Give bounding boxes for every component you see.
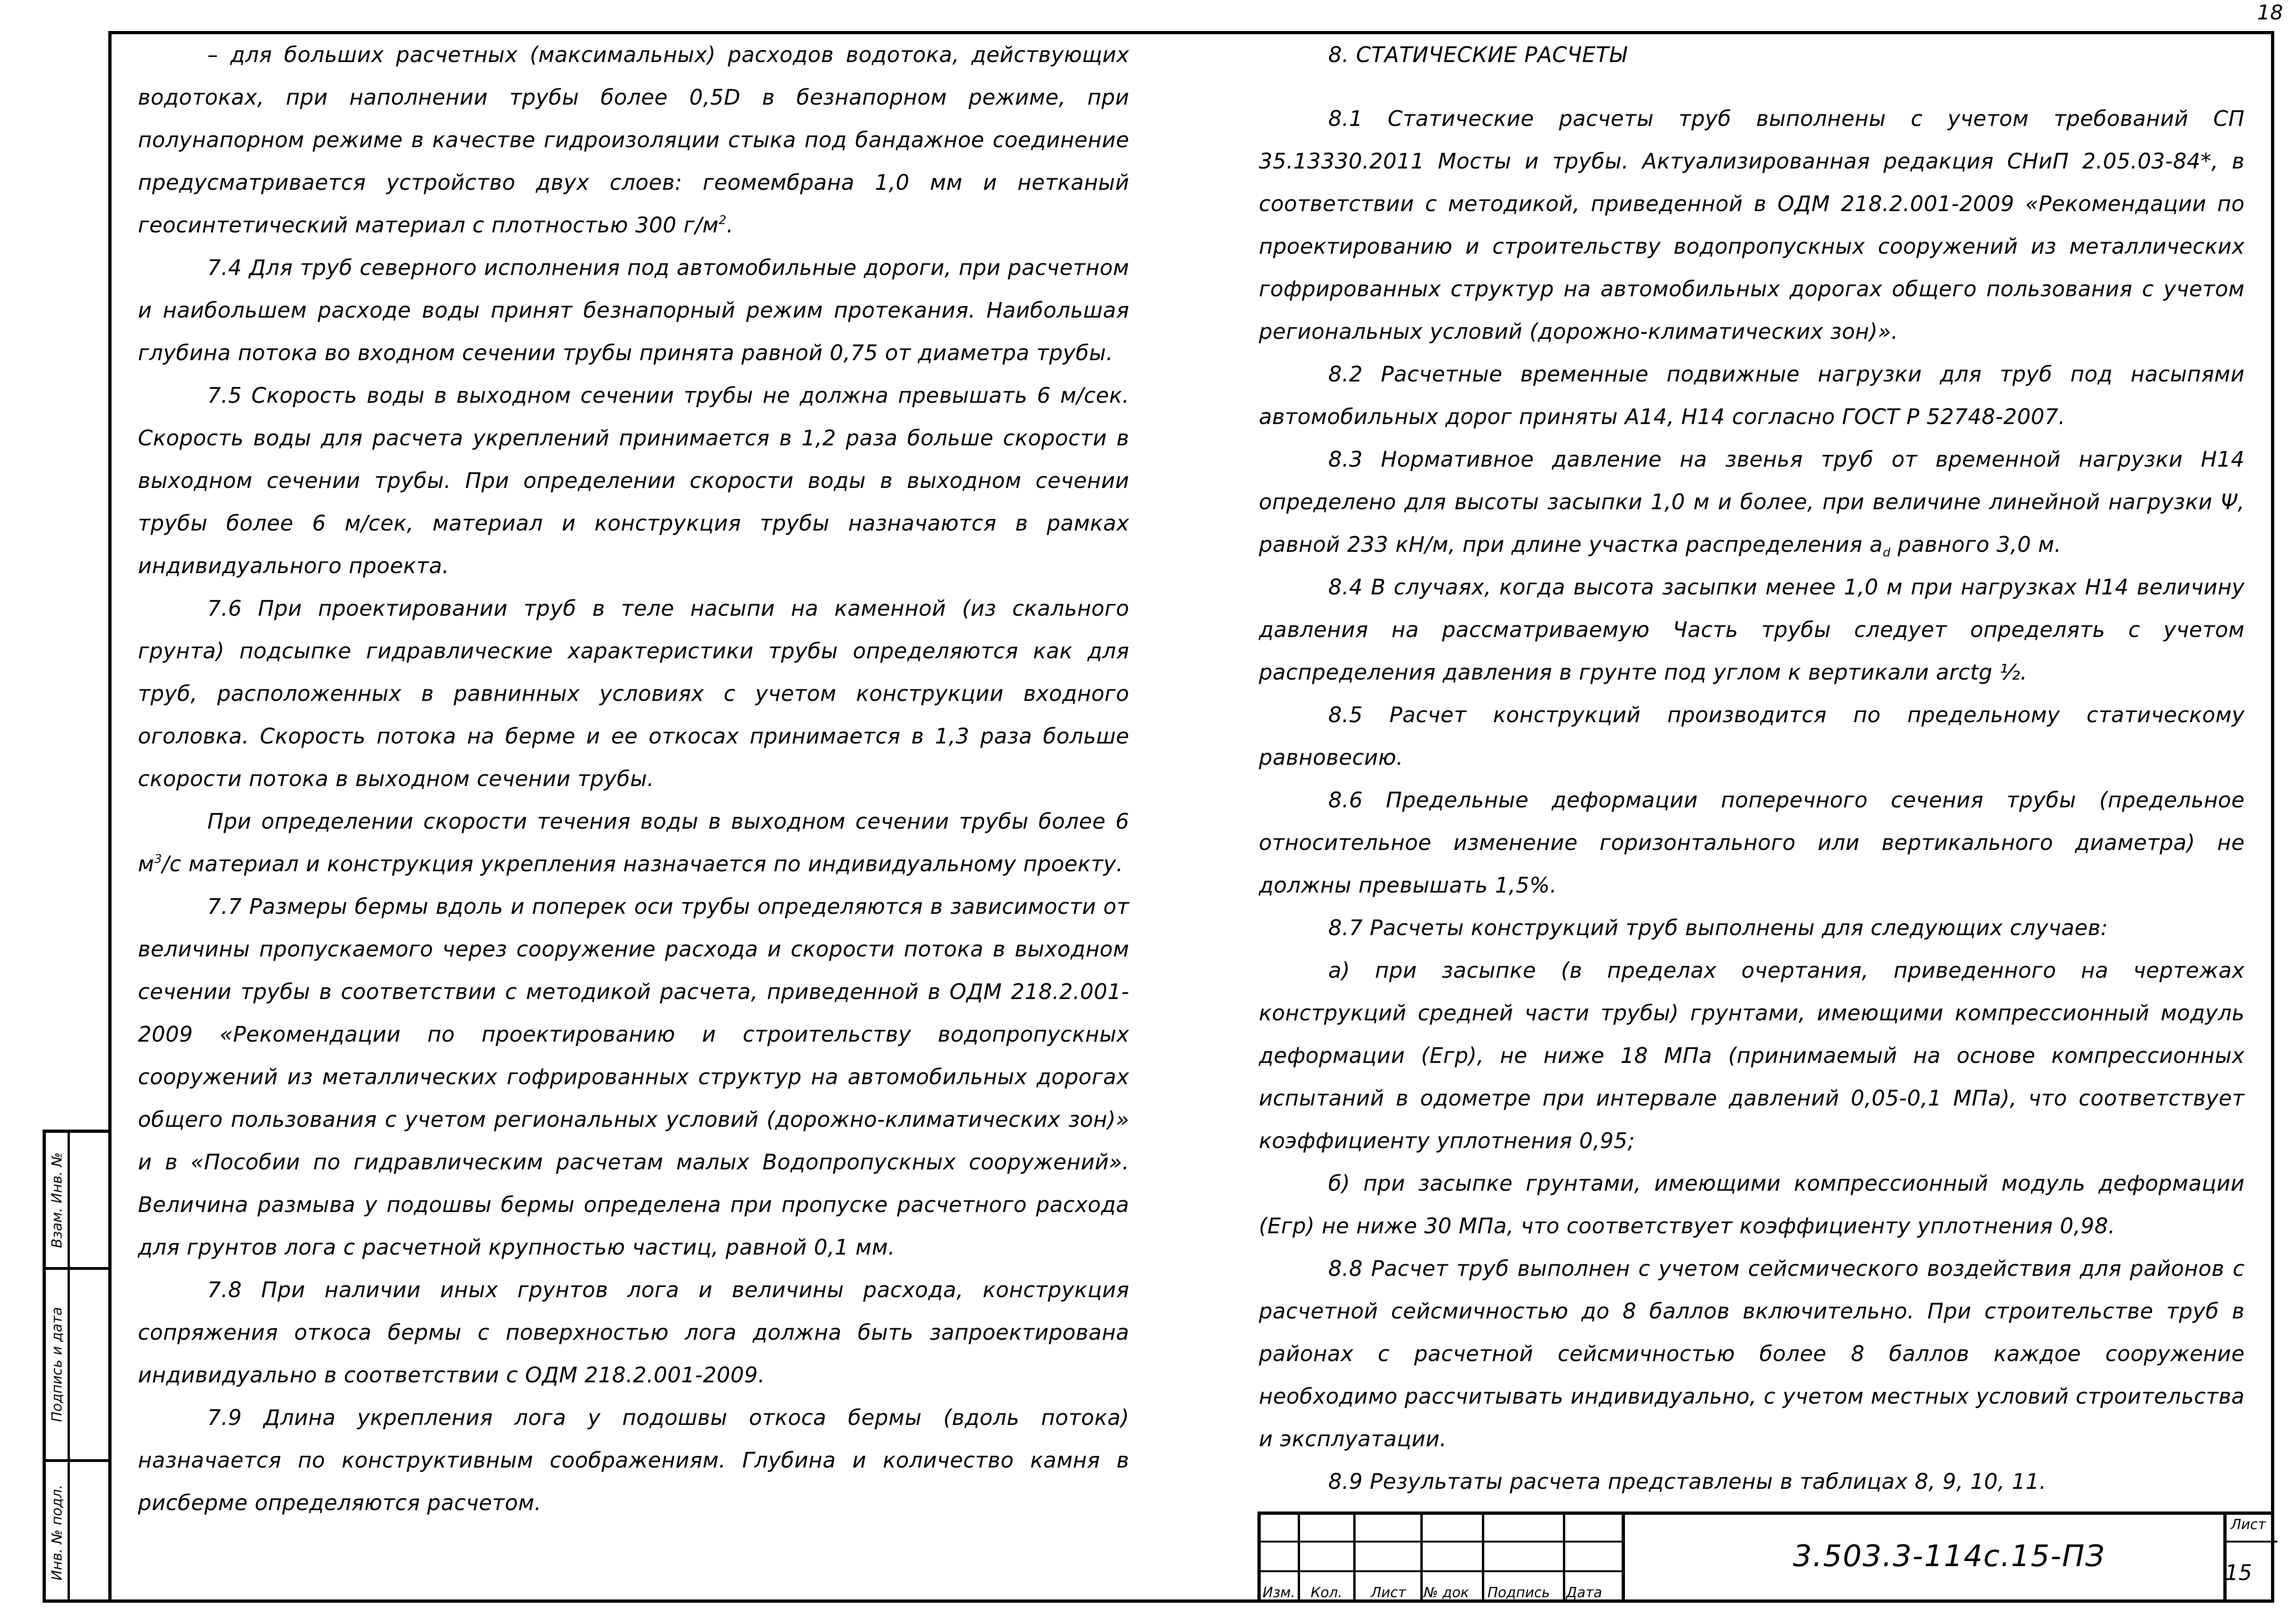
section-heading: 8. СТАТИЧЕСКИЕ РАСЧЕТЫ [1328,42,1627,67]
paragraph-8-5: 8.5 Расчет конструкций производится по предельному статическому равновесию. [1259,702,2245,770]
left-text-column [138,33,1129,1524]
side-stamp [43,1130,108,1603]
paragraph-8-7: 8.7 Расчеты конструкций труб выполнены для следующих случаев: [1328,915,2108,940]
title-block-col-line [1298,1515,1300,1603]
paragraph-7-6: 7.6 При проектировании труб в теле насыпи на каменной (из скального грунта) подсыпке гидравлические характеристики трубы определяются как для труб, расположенных в равнинных условиях с учетом конструкции входного оголовка. Скорость потока на берме и ее откосах принимается в 1,3 раза больше скорости потока в выходном сечении трубы. [138,596,1129,791]
paragraph-8-8: 8.8 Расчет труб выполнен с учетом сейсмического воздействия для районов с расчетной сейсмичностью до 8 баллов включительно. При строительстве труб в районах с расчетной сейсмичностью более 8 баллов каждое сооружение необходимо рассчитывать индивидуально, с учетом местных условий строительства и эксплуатации. [1259,1256,2245,1451]
corner-page-number: 18 [2257,1,2283,25]
paragraph-8-2: 8.2 Расчетные временные подвижные нагрузки для труб под насыпями автомобильных дорог приняты А14, Н14 согласно ГОСТ Р 52748-2007. [1259,362,2245,429]
paragraph-7-5: 7.5 Скорость воды в выходном сечении трубы не должна превышать 6 м/сек. Скорость воды для расчета укреплений принимается в 1,2 раза больше скорости в выходном сечении трубы. При определении скорости воды в выходном сечении трубы более 6 м/сек, материал и конструкция трубы назначаются в рамках индивидуального проекта. [138,383,1129,578]
title-block-col-line [2223,1515,2227,1603]
column-data: Дата [1566,1585,1602,1601]
side-stamp-inv: Инв. № подл. [49,1484,65,1580]
right-text-column [1259,33,2245,1503]
title-block-row-line [1261,1570,1622,1572]
sheet-number: 15 [2225,1560,2252,1585]
title-block-col-line [1622,1515,1625,1603]
title-block-row-line [1261,1541,1622,1543]
paragraph-8-1: 8.1 Статические расчеты труб выполнены с учетом требований СП 35.13330.2011 Мосты и трубы. Актуализированная редакция СНиП 2.05.03-84*, в соответствии с методикой, приведенной в ОДМ 218.2.001-2009 «Рекомендации по проектированию и строительству водопропускных сооружений из металлических гофрированных структур на автомобильных дорогах общего пользования с учетом региональных условий (дорожно-климатических зон)». [1259,106,2245,344]
paragraph-hydro-insulation: – для больших расчетных (максимальных) расходов водотока, действующих водотоках, при наполнении трубы более 0,5D в безнапорном режиме, при полунапорном режиме в качестве гидроизоляции стыка под бандажное соединение предусматривается устройство двух слоев: геомембрана 1,0 мм и нетканый геосинтетический материал с плотностью 300 $г/м^2$. [138,42,1129,237]
document-code: 3.503.3-114с.15-ПЗ [1793,1539,2105,1574]
title-block [1257,1512,2274,1603]
paragraph-8-4: 8.4 В случаях, когда высота засыпки менее 1,0 м при нагрузках Н14 величину давления на рассматриваемую Часть трубы следует определять с учетом распределения давления в грунте под углом к вертикали arctg ½. [1259,575,2245,685]
paragraph-7-8: 7.8 При наличии иных грунтов лога и величины расхода, конструкция сопряжения откоса бермы с поверхностью лога должна быть запроектирована индивидуально в соответствии с ОДМ 218.2.001-2009. [138,1277,1129,1387]
paragraph-8-6: 8.6 Предельные деформации поперечного сечения трубы (предельное относительное изменение горизонтального или вертикального диаметра) не должны превышать 1,5%. [1259,787,2245,898]
column-list: Лист [1371,1585,1406,1601]
paragraph-7-7: 7.7 Размеры бермы вдоль и поперек оси трубы определяются в зависимости от величины пропускаемого через сооружение расхода и скорости потока в выходном сечении трубы в соответствии с методикой расчета, приведенной в ОДМ 218.2.001-2009 «Рекомендации по проектированию и строительству водопропускных сооружений из металлических гофрированных структур на автомобильных дорогах общего пользования с учетом региональных условий (дорожно-климатических зон)» и в «Пособии по гидравлическим расчетам малых Водопропускных сооружений». Величина размыва у подошвы бермы определена при пропуске расчетного расхода для грунтов лога с расчетной крупностью частиц, равной 0,1 мм. [138,894,1129,1260]
column-izm: Изм. [1263,1585,1295,1601]
side-stamp-vzam: Взам. Инв. № [49,1152,65,1248]
paragraph-7-6-continued: При определении скорости течения воды в выходном сечении трубы более 6 $м^3/с$ материал и конструкция укрепления назначается по индивидуальному проекту. [138,809,1129,876]
paragraph-7-9: 7.9 Длина укрепления лога у подошвы откоса бермы (вдоль потока) назначается по конструктивным соображениям. Глубина и количество камня в рисберме определяются расчетом. [138,1405,1129,1515]
title-block-col-line [1563,1515,1565,1603]
sheet-label: Лист [2230,1517,2266,1533]
column-kol: Кол. [1311,1585,1343,1601]
column-ndok: № док [1424,1585,1469,1601]
paragraph-7-4: 7.4 Для труб северного исполнения под автомобильные дороги, при расчетном и наибольшем расходе воды принят безнапорный режим протекания. Наибольшая глубина потока во входном сечении трубы принята равной 0,75 от диаметра трубы. [138,255,1129,365]
title-block-col-line [1353,1515,1356,1603]
paragraph-8-7-b: б) при засыпке грунтами, имеющими компрессионный модуль деформации (Егр) не ниже 30 МПа, что соответствует коэффициенту уплотнения 0,98. [1259,1171,2245,1238]
paragraph-8-3: 8.3 Нормативное давление на звенья труб от временной нагрузки Н14 определено для высоты засыпки 1,0 м и более, при величине линейной нагрузки Ψ, равной 233 кН/м, при длине участка распределения $a_d$ равного 3,0 м. [1259,447,2245,560]
title-block-col-line [1420,1515,1423,1603]
title-block-col-line [1482,1515,1484,1603]
title-block-row-line [2223,1541,2277,1543]
side-stamp-podpis: Подпись и дата [49,1307,65,1422]
paragraph-8-7-a: а) при засыпке (в пределах очертания, приведенного на чертежах конструкций средней части трубы) грунтами, имеющими компрессионный модуль деформации (Егр), не ниже 18 МПа (принимаемый на основе компрессионных испытаний в одометре при интервале давлений 0,05-0,1 МПа), что соответствует коэффициенту уплотнения 0,95; [1259,958,2245,1153]
side-stamp-divider [68,1133,70,1599]
column-podpis: Подпись [1487,1585,1550,1601]
paragraph-8-9: 8.9 Результаты расчета представлены в таблицах 8, 9, 10, 11. [1328,1469,2047,1494]
